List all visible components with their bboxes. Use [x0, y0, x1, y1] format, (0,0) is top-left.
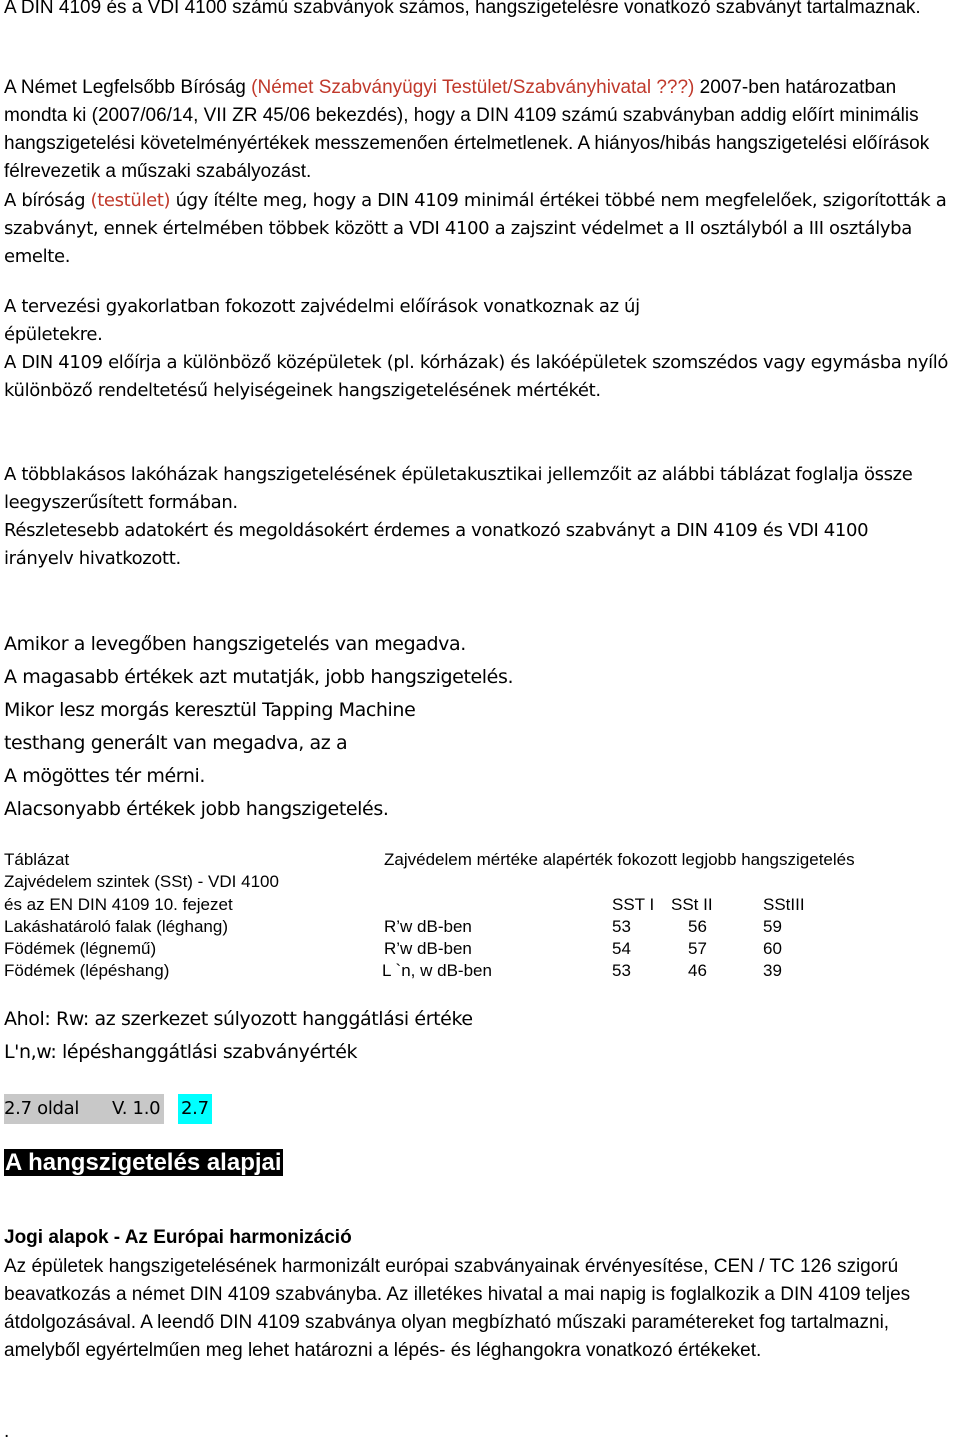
table-column-headers: Zajvédelem mértéke alapérték fokozott legjobb hangszigetelés [384, 850, 855, 869]
notes-list [4, 628, 958, 826]
section-heading: A hangszigetelés alapjai [5, 1149, 282, 1176]
practice-paragraph-2: A DIN 4109 előírja a különböző középületek (pl. kórházak) és lakóépületek szomszédos vagy egymásba nyíló különböző rendeltetésű helyiségeinek hangszigetelésének mértékét. [4, 352, 949, 401]
table-intro-paragraph-2: Részletesebb adatokért és megoldásokért érdemes a vonatkozó szabványt a DIN 4109 és VDI 4100 irányelv hivatkozott. [4, 520, 869, 569]
section-body: Az épületek hangszigetelésének harmonizált európai szabványainak érvényesítése, CEN / TC 126 szigorú beavatkozás a német DIN 4109 szabványba. Az illetékes hivatal a mai napig is foglalkozik a DIN 4109 teljes átdolgozásával. A leendő DIN 4109 szabványa olyan megbízható műszaki paramétereket fog tartalmazni, amelyből egyértelműen meg lehet határozni a lépés- és léghangokra vonatkozó értékeket. [4, 1256, 911, 1361]
practice-paragraph-1: A tervezési gyakorlatban fokozott zajvédelmi előírások vonatkoznak az új épületekre. [4, 296, 640, 345]
intro-paragraph-1: A DIN 4109 és a VDI 4100 számú szabványok számos, hangszigetelésre vonatkozó szabványt tartalmaznak. [4, 0, 921, 18]
note-line: testhang generált van megadva, az a [4, 732, 348, 754]
table-title: Táblázat [4, 850, 70, 869]
ruling-text: 2007-ben határozatban mondta ki (2007/06/14, VII ZR 45/06 bekezdés), hogy a DIN 4109 számú szabványban addig előírt minimális hangszigetelési követelményértékek messzemenően értelmetlenek. A hiányos/hibás hangszigetelési előírások félrevezetik a műszaki szabályozást. [4, 77, 930, 182]
legend [4, 1003, 958, 1069]
column-sst-3: SStIII [763, 895, 805, 914]
note-line: Alacsonyabb értékek jobb hangszigetelés. [4, 798, 389, 820]
trailing-dot: . [4, 1421, 10, 1442]
note-line: Amikor a levegőben hangszigetelés van megadva. [4, 633, 466, 655]
court-text: A Német Legfelsőbb Bíróság [4, 77, 252, 98]
version-label: V. 1.0 [112, 1098, 161, 1119]
note-line: A mögöttes tér mérni. [4, 765, 206, 787]
court-note-red: (Német Szabványügyi Testület/Szabványhivatal ???) [251, 77, 695, 98]
version-bar [4, 1094, 214, 1124]
page-number-label: 2.7 oldal [4, 1094, 164, 1124]
note-line: A magasabb értékek azt mutatják, jobb hangszigetelés. [4, 666, 514, 688]
section-subheading: Jogi alapok - Az Európai harmonizáció [4, 1227, 352, 1248]
table-subtitle: Zajvédelem szintek (SSt) - VDI 4100 [4, 872, 279, 891]
table-intro-paragraph-1: A többlakásos lakóházak hangszigetelésének épületakusztikai jellemzőit az alábbi táblázat foglalja össze leegyszerűsített formában. [4, 464, 913, 513]
legend-rw: Ahol: Rw: az szerkezet súlyozott hanggátlási értéke [4, 1008, 473, 1030]
section-heading-wrap [4, 1147, 283, 1178]
table-subtitle-2: és az EN DIN 4109 10. fejezet [4, 895, 233, 914]
column-sst-1: SST I [612, 895, 655, 914]
intro-paragraph-3: A bíróság (testület) úgy ítélte meg, hogy a DIN 4109 minimál értékei többé nem megfelelőek, szigorították a szabványt, ennek értelmében többek között a VDI 4100 a zajszint védelmet a II osztályból a III osztályba emelte. [4, 190, 947, 267]
page-number-highlight: 2.7 [178, 1094, 212, 1124]
testulet-red: (testület) [90, 190, 171, 211]
legend-lnw: L'n,w: lépéshanggátlási szabványérték [4, 1041, 358, 1063]
column-sst-2: SSt II [671, 895, 713, 914]
document-page: A DIN 4109 és a VDI 4100 számú szabványok számos, hangszigetelésre vonatkozó szabványt tartalmaznak. A Német Legfelsőbb Bíróság (Német Szabványügyi Testület/Szabványhivatal ???) 2007-ben határozatban mondta ki (2007/06/14, VII ZR 45/06 bekezdés), hogy a DIN 4109 számú szabványban addig előírt minimális hangszigetelési követelményértékek messzemenően értelmetlenek. A hiányos/hibás hangszigetelési előírások félrevezetik a műszaki szabályozást. A bíróság (testület) úgy ítélte meg, hogy a DIN 4109 minimál értékei többé nem megfelelőek, szigorították a szabványt, ennek értelmében többek között a VDI 4100 a zajszint védelmet a II osztályból a III osztályba emelte. A tervezési gyakorlatban fokozott zajvédelmi előírások vonatkoznak az új épületekre. A DIN 4109 előírja a különböző középületek (pl. kórházak) és lakóépületek szomszédos vagy egymásba nyíló különböző rendeltetésű helyiségeinek hangszigetelésének mértékét. A többlakásos lakóházak hangszigetelésének épületakusztikai jellemzőit az alábbi táblázat foglalja össze leegyszerűsített formában. Részletesebb adatokért és megoldásokért érdemes a vonatkozó szabványt a DIN 4109 és VDI 4100 irányelv hivatkozott. Amikor a levegőben hangszigetelés van megadva. A magasabb értékek azt mutatják, jobb hangszigetelés. Mikor lesz morgás keresztül Tapping Machine testhang generált van megadva, az a A mögöttes tér mérni. Alacsonyabb értékek jobb hangszigetelés. Táblázat Zajvédelem mértéke alapérték fokozott legjobb hangszigetelés Zajvédelem szintek (SSt) - VDI 4100 és az EN DIN 4109 10. fejezet SST I SSt II SStIII Lakáshatároló falak (léghang) R’w dB-ben 53 56 59 Födémek (légnemű) R’w dB-ben 54 57 60 Födémek (lépéshang) L `n, w dB-ben 53 46 39 Ahol: Rw: az szerkezet súlyozott hanggátlási értéke L'n,w: lépéshanggátlási szabványérték 2.7 oldal V. 1.0 2.7 A hangszigetelés alapjai Jogi alapok - Az Európai harmonizáció Az épületek hangszigetelésének harmonizált európai szabványainak érvényesítése, CEN / TC 126 szigorú beavatkozás a német DIN 4109 szabványba. Az illetékes hivatal a mai napig is foglalkozik a DIN 4109 teljes átdolgozásával. A leendő DIN 4109 szabványa olyan megbízható műszaki paramétereket fog tartalmazni, amelyből egyértelműen meg lehet határozni a lépés- és léghangokra vonatkozó értékeket. . [0, 0, 960, 1445]
note-line: Mikor lesz morgás keresztül Tapping Machine [4, 699, 416, 721]
intro-paragraph-2 [4, 74, 958, 186]
